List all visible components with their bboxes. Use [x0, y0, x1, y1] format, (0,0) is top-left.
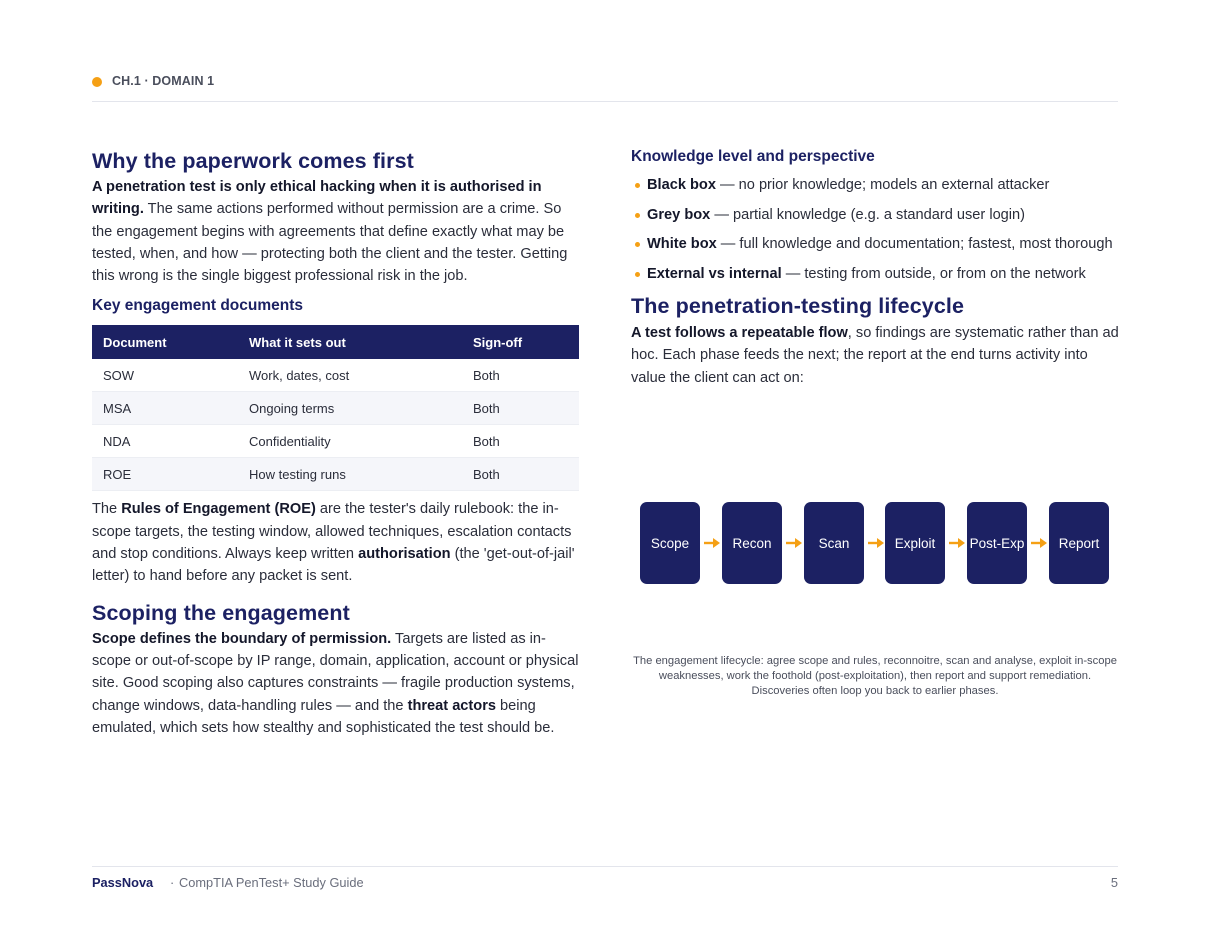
table-header-cell: Document: [92, 325, 238, 359]
guide-title: CompTIA PenTest+ Study Guide: [179, 875, 364, 890]
roe-bold-2: authorisation: [358, 546, 451, 563]
list-item-bold: External vs internal: [647, 265, 782, 282]
table-cell: MSA: [92, 392, 238, 425]
bullet-dot-icon: [635, 213, 640, 218]
table-cell: Work, dates, cost: [238, 359, 462, 392]
footer-separator: ·: [170, 875, 175, 890]
lifecycle-step-scope: Scope: [640, 502, 700, 584]
list-item: [631, 174, 1119, 196]
list-item-bold: Black box: [647, 177, 716, 193]
table-header-cell: What it sets out: [238, 325, 462, 359]
chapter-dot-icon: [92, 77, 102, 87]
table-header-row: [92, 325, 579, 359]
table-row: [92, 359, 579, 392]
bullet-dot-icon: [635, 272, 640, 277]
lifecycle-step-recon: Recon: [722, 502, 782, 584]
left-column: [92, 146, 579, 739]
list-item-text: — no prior knowledge; models an external attacker: [715, 177, 1050, 193]
brand-name: PassNova: [92, 875, 154, 890]
arrow-right-icon: [948, 536, 966, 550]
knowledge-list: [631, 174, 1119, 285]
intro-paragraph: [92, 176, 579, 287]
table-cell: Both: [462, 458, 579, 491]
table-cell: Confidentiality: [238, 425, 462, 458]
intro-text: The same actions performed without permission are a crime. So the engagement begins with agreements that define exactly what may be tested, when, and how — protecting both the client and the tester. Getting this wrong is the single biggest professional risk in the job.: [92, 201, 568, 285]
table-cell: NDA: [92, 425, 238, 458]
section-heading-paperwork: Why the paperwork comes first: [92, 149, 414, 173]
arrow-right-icon: [785, 536, 803, 550]
intro-bold: A penetration test is only ethical hacking when it is authorised in writing.: [92, 179, 542, 218]
bullet-dot-icon: [635, 242, 640, 247]
page-footer: [92, 866, 1118, 897]
table-row: [92, 392, 579, 425]
table-cell: Both: [462, 392, 579, 425]
table-cell: How testing runs: [238, 458, 462, 491]
roe-bold-1: Rules of Engagement (ROE): [121, 501, 316, 518]
arrow-right-icon: [1030, 536, 1048, 550]
table-header-cell: Sign-off: [462, 325, 579, 359]
list-item-text: — partial knowledge (e.g. a standard user login): [710, 206, 1026, 223]
table-cell: SOW: [92, 359, 238, 392]
table-row: [92, 458, 579, 491]
section-heading-scoping: Scoping the engagement: [92, 600, 350, 625]
figure-caption: The engagement lifecycle: agree scope and rules, reconnoitre, scan and analyse, exploit in-scope weaknesses, work the foothold (post-exploitation), then report and support remediation. Discoveries often loop you back to earlier phases.: [633, 655, 1117, 697]
list-item-text: — full knowledge and documentation; fastest, most thorough: [716, 236, 1113, 252]
table-row: [92, 425, 579, 458]
table-cell: Both: [462, 359, 579, 392]
lifecycle-bold: A test follows a repeatable flow: [631, 325, 848, 341]
page-header: [92, 74, 1118, 102]
lifecycle-step-report: Report: [1049, 502, 1109, 584]
roe-paragraph: [92, 498, 579, 587]
scope-bold-2: threat actors: [407, 697, 496, 714]
bullet-dot-icon: [635, 183, 640, 188]
arrow-right-icon: [867, 536, 885, 550]
list-item-bold: Grey box: [647, 206, 711, 223]
table-cell: ROE: [92, 458, 238, 491]
knowledge-subheading: Knowledge level and perspective: [631, 148, 875, 165]
roe-text-2: are the tester's daily rulebook: the in-scope targets, the testing window, allowed techniques, escalation contacts and stop conditions. Always keep written: [92, 501, 572, 563]
list-item: [631, 233, 1119, 255]
section-heading-lifecycle: The penetration-testing lifecycle: [631, 294, 965, 318]
scope-text-1: Targets are listed as in-scope or out-of-scope by IP range, domain, application, account or physical site. Good scoping also captures constraints — fragile production systems, change windows, data-handling rules — and the: [92, 630, 579, 714]
chapter-label: CH.1 · DOMAIN 1: [112, 74, 215, 88]
table-cell: Both: [462, 425, 579, 458]
docs-subheading: Key engagement documents: [92, 297, 304, 315]
roe-text-3: (the 'get-out-of-jail' letter) to hand before any packet is sent.: [92, 546, 575, 585]
lifecycle-text: , so findings are systematic rather than ad hoc. Each phase feeds the next; the report at the end turns activity into value the client can act on:: [631, 325, 1119, 386]
scope-bold-1: Scope defines the boundary of permission.: [92, 630, 392, 647]
page-number: 5: [1110, 875, 1118, 890]
list-item: [631, 204, 1119, 226]
lifecycle-step-post-exp: Post-Exp: [967, 502, 1027, 584]
scope-text-2: being emulated, which sets how stealthy and sophisticated the test should be.: [92, 697, 555, 736]
roe-text-1: The: [92, 501, 122, 518]
list-item: [631, 263, 1119, 285]
list-item-text: — testing from outside, or from on the network: [781, 265, 1086, 282]
lifecycle-step-scan: Scan: [804, 502, 864, 584]
lifecycle-step-exploit: Exploit: [885, 502, 945, 584]
engagement-documents-table: [92, 325, 579, 491]
arrow-right-icon: [703, 536, 721, 550]
lifecycle-diagram: [640, 502, 1110, 585]
lifecycle-paragraph: [631, 322, 1119, 389]
right-column: [631, 146, 1119, 389]
scope-paragraph: [92, 628, 579, 739]
table-cell: Ongoing terms: [238, 392, 462, 425]
list-item-bold: White box: [647, 236, 717, 252]
